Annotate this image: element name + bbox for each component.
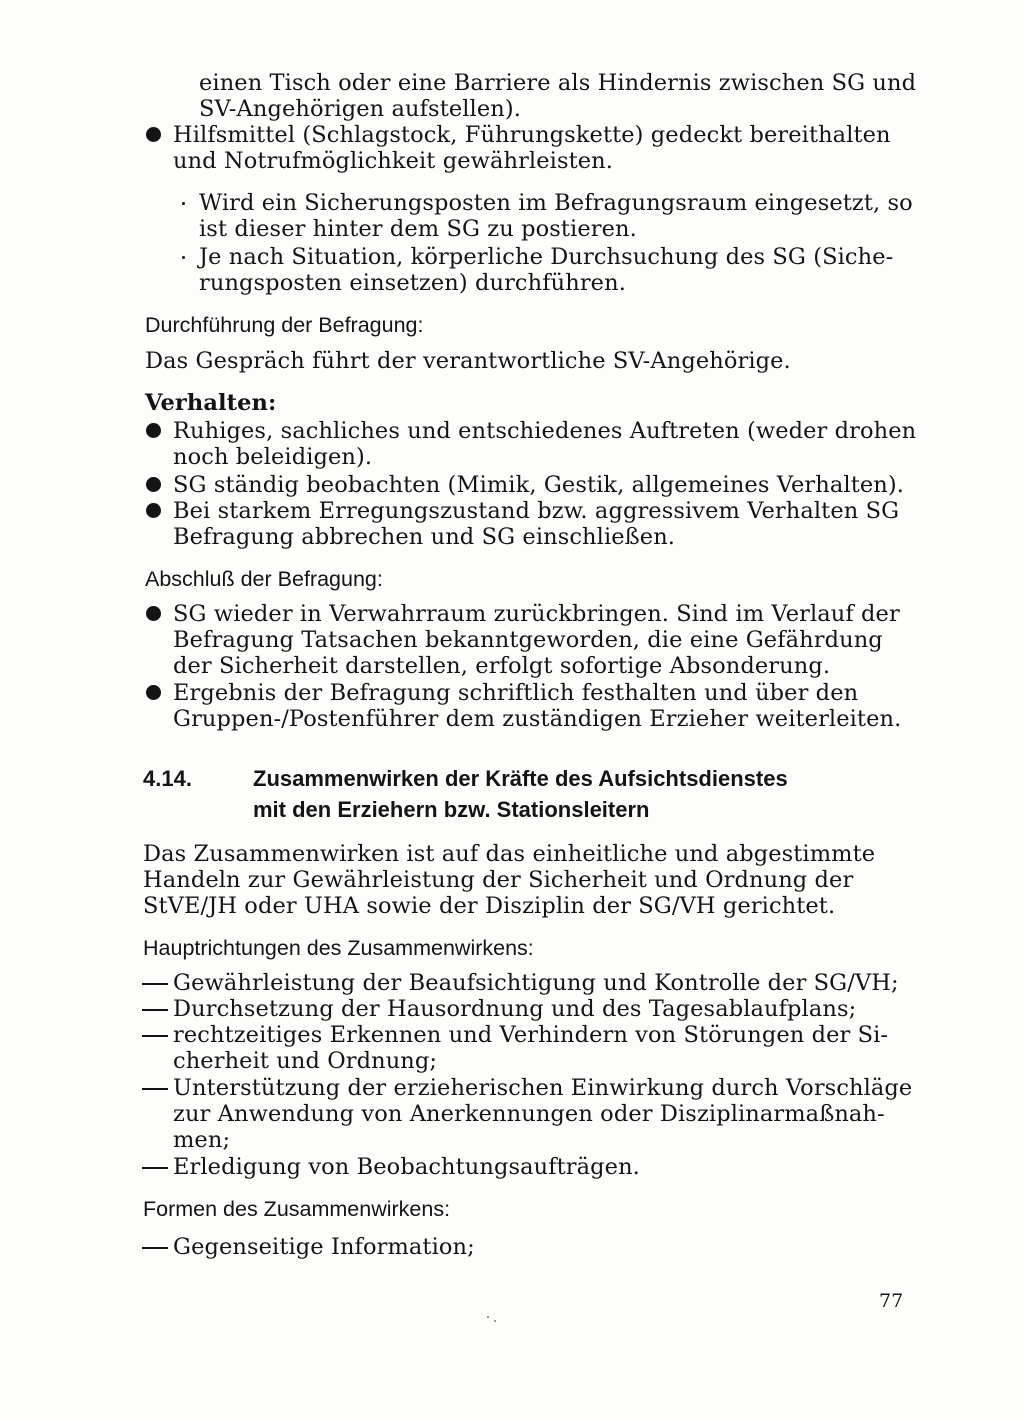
verhalten-bullet-1-line-1: Ruhiges, sachliches und entschiedenes Auftreten (weder drohen [173, 418, 917, 444]
hauptrichtungen-item-4-line-3: men; [173, 1127, 231, 1153]
hauptrichtungen-item-4-line-2: zur Anwendung von Anerkennungen oder Disziplinarmaßnah- [173, 1101, 885, 1127]
dash-icon [142, 1167, 168, 1169]
bullet-icon [146, 685, 161, 700]
subpoint-dot-icon [182, 202, 185, 205]
verhalten-bullet-3-line-2: Befragung abbrechen und SG einschließen. [173, 524, 676, 550]
bullet-hilfsmittel-line-2: und Notrufmöglichkeit gewährleisten. [173, 148, 613, 174]
section-paragraph-line-1: Das Zusammenwirken ist auf das einheitliche und abgestimmte [143, 841, 876, 867]
section-paragraph-line-3: StVE/JH oder UHA sowie der Disziplin der SG/VH gerichtet. [143, 893, 836, 919]
hauptrichtungen-item-4-line-1: Unterstützung der erzieherischen Einwirkung durch Vorschläge [173, 1075, 913, 1101]
abschluss-bullet-1-line-2: Befragung Tatsachen bekanntgeworden, die eine Gefährdung [173, 627, 883, 653]
bullet-icon [146, 423, 161, 438]
scan-speck [494, 1320, 496, 1322]
intro-line-1: einen Tisch oder eine Barriere als Hindernis zwischen SG und [199, 70, 917, 96]
verhalten-bullet-3-line-1: Bei starkem Erregungszustand bzw. aggressivem Verhalten SG [173, 498, 900, 524]
abschluss-label: Abschluß der Befragung: [145, 567, 383, 591]
bullet-hilfsmittel-line-1: Hilfsmittel (Schlagstock, Führungskette) gedeckt bereithalten [173, 122, 891, 148]
subpoint-1-line-2: ist dieser hinter dem SG zu postieren. [199, 216, 637, 242]
section-title-line-1: Zusammenwirken der Kräfte des Aufsichtsdienstes [253, 766, 788, 791]
subpoint-2-line-1: Je nach Situation, körperliche Durchsuchung des SG (Siche- [199, 244, 894, 270]
verhalten-label: Verhalten: [145, 390, 277, 416]
bullet-icon [146, 477, 161, 492]
abschluss-bullet-1-line-1: SG wieder in Verwahrraum zurückbringen. Sind im Verlauf der [173, 601, 900, 627]
formen-label: Formen des Zusammenwirkens: [143, 1197, 451, 1221]
bullet-icon [146, 503, 161, 518]
formen-item-1-line-1: Gegenseitige Information; [173, 1234, 475, 1260]
durchfuehrung-text: Das Gespräch führt der verantwortliche SV-Angehörige. [145, 348, 791, 374]
dash-icon [142, 1088, 168, 1090]
abschluss-bullet-2-line-1: Ergebnis der Befragung schriftlich festhalten und über den [173, 680, 859, 706]
section-paragraph-line-2: Handeln zur Gewährleistung der Sicherheit und Ordnung der [143, 867, 854, 893]
subpoint-2-line-2: rungsposten einsetzen) durchführen. [199, 270, 626, 296]
bullet-icon [146, 127, 161, 142]
verhalten-bullet-2-line-1: SG ständig beobachten (Mimik, Gestik, allgemeines Verhalten). [173, 472, 904, 498]
scan-speck [487, 1316, 489, 1318]
dash-icon [142, 1247, 168, 1249]
hauptrichtungen-item-3-line-2: cherheit und Ordnung; [173, 1048, 438, 1074]
hauptrichtungen-item-5-line-1: Erledigung von Beobachtungsaufträgen. [173, 1154, 640, 1180]
subpoint-dot-icon [182, 256, 185, 259]
dash-icon [142, 983, 168, 985]
dash-icon [142, 1009, 168, 1011]
section-number: 4.14. [143, 766, 192, 791]
section-title-line-2: mit den Erziehern bzw. Stationsleitern [253, 797, 650, 822]
intro-line-2: SV-Angehörigen aufstellen). [199, 96, 521, 122]
bullet-icon [146, 606, 161, 621]
hauptrichtungen-item-1-line-1: Gewährleistung der Beaufsichtigung und Kontrolle der SG/VH; [173, 970, 899, 996]
hauptrichtungen-item-2-line-1: Durchsetzung der Hausordnung und des Tagesablaufplans; [173, 996, 857, 1022]
subpoint-1-line-1: Wird ein Sicherungsposten im Befragungsraum eingesetzt, so [199, 190, 913, 216]
dash-icon [142, 1035, 168, 1037]
durchfuehrung-label: Durchführung der Befragung: [145, 313, 424, 337]
page-number: 77 [879, 1290, 904, 1312]
verhalten-bullet-1-line-2: noch beleidigen). [173, 444, 373, 470]
hauptrichtungen-label: Hauptrichtungen des Zusammenwirkens: [143, 936, 534, 960]
abschluss-bullet-2-line-2: Gruppen-/Postenführer dem zuständigen Erzieher weiterleiten. [173, 706, 902, 732]
abschluss-bullet-1-line-3: der Sicherheit darstellen, erfolgt sofortige Absonderung. [173, 653, 831, 679]
hauptrichtungen-item-3-line-1: rechtzeitiges Erkennen und Verhindern von Störungen der Si- [173, 1022, 889, 1048]
